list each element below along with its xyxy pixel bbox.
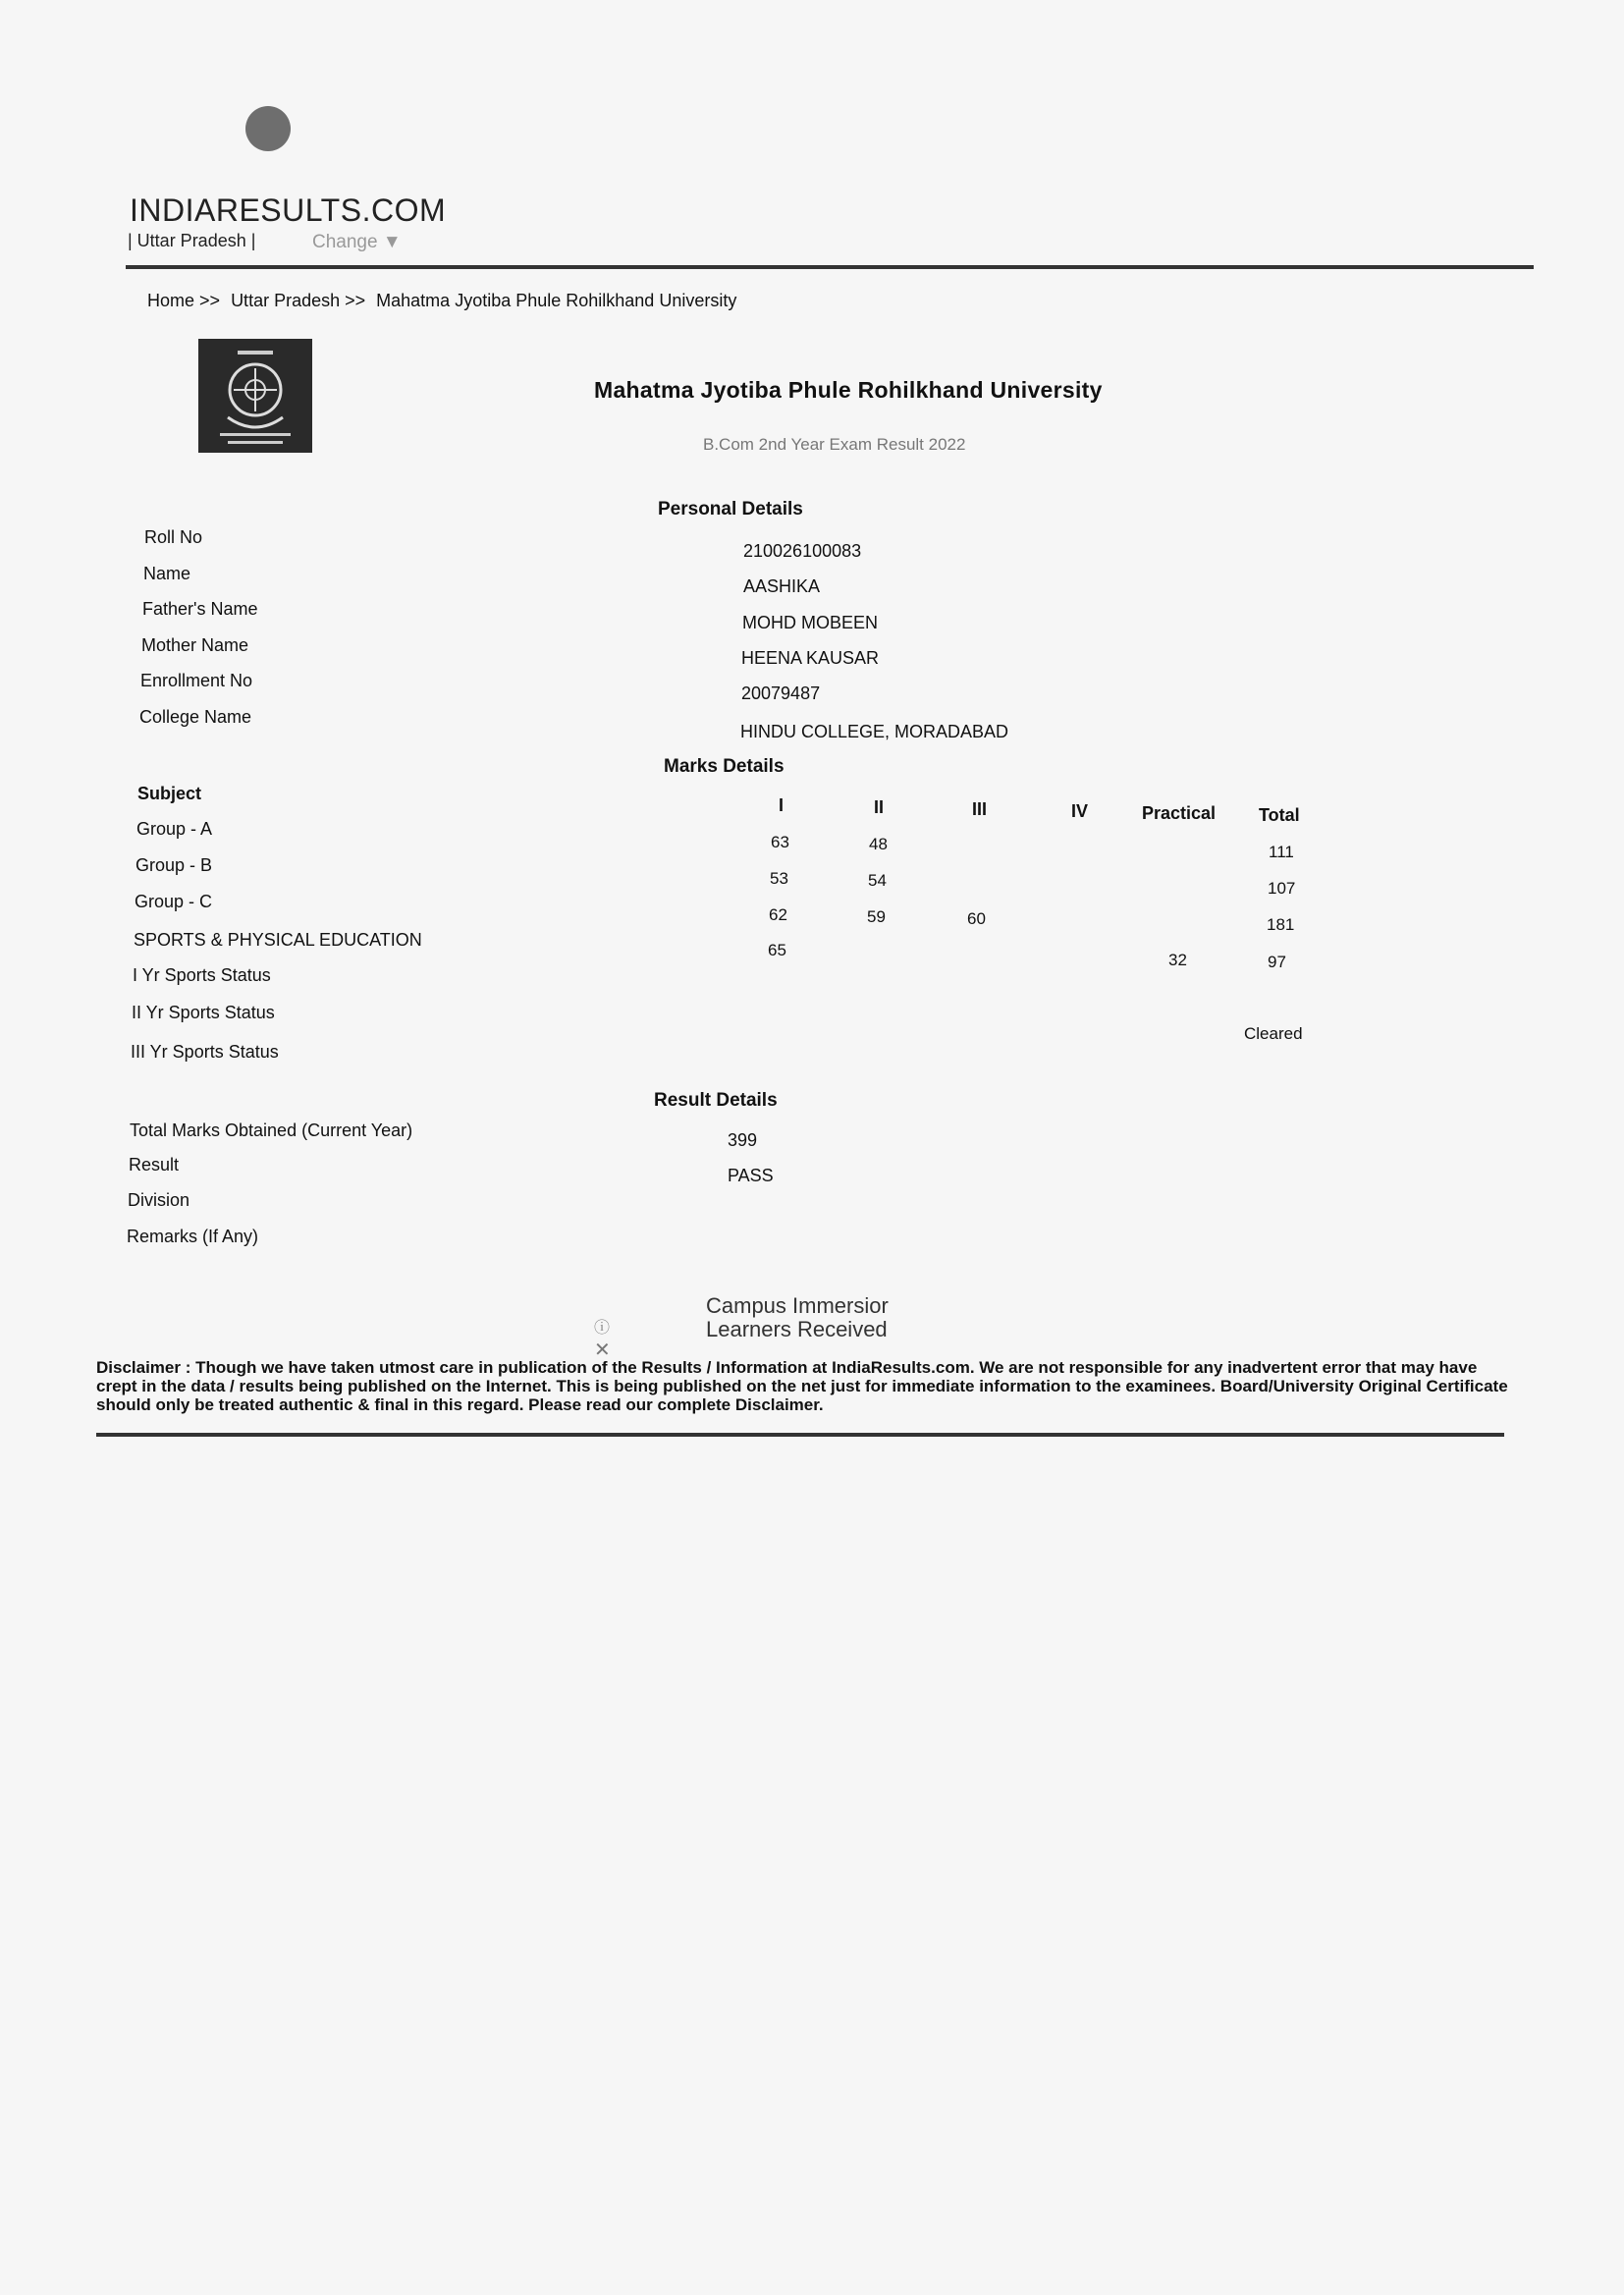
table-cell-i: 63 — [771, 833, 789, 851]
total-marks-value: 399 — [728, 1130, 758, 1150]
table-cell-i: 62 — [769, 905, 787, 924]
table-row-subject: Group - A — [136, 819, 213, 839]
table-row-subject: Group - B — [135, 855, 213, 875]
table-cell-total: 181 — [1267, 915, 1295, 934]
enrollment-no-value: 20079487 — [741, 683, 821, 703]
header-divider — [126, 265, 1534, 269]
table-cell-ii: 48 — [869, 835, 888, 853]
table-cell-ii: 54 — [868, 871, 887, 890]
footer-divider — [96, 1433, 1504, 1437]
personal-details-heading: Personal Details — [658, 499, 803, 519]
ad-banner[interactable] — [706, 1294, 889, 1341]
table-cell-total: 97 — [1268, 953, 1286, 971]
breadcrumb — [147, 291, 742, 311]
marks-details-heading: Marks Details — [664, 756, 785, 777]
column-header-iii: III — [972, 799, 988, 819]
enrollment-no-label: Enrollment No — [140, 671, 253, 690]
column-header-iv: IV — [1071, 801, 1089, 821]
close-icon[interactable]: ✕ — [594, 1339, 611, 1361]
college-name-value: HINDU COLLEGE, MORADABAD — [740, 722, 1009, 741]
name-label: Name — [143, 564, 191, 583]
table-row-subject: III Yr Sports Status — [131, 1042, 279, 1062]
table-cell-i: 65 — [768, 941, 786, 959]
subject-column-header: Subject — [137, 784, 202, 803]
result-value: PASS — [728, 1166, 774, 1185]
division-label: Division — [128, 1190, 190, 1210]
father-name-value: MOHD MOBEEN — [742, 613, 879, 632]
change-state-link[interactable]: Change ▼ — [312, 232, 402, 252]
university-seal-icon — [198, 339, 312, 453]
total-marks-label: Total Marks Obtained (Current Year) — [130, 1120, 413, 1140]
site-brand[interactable]: INDIARESULTS.COM — [130, 192, 447, 228]
ad-line-2: Learners Received — [706, 1317, 888, 1341]
remarks-label: Remarks (If Any) — [127, 1227, 259, 1246]
table-cell-total: 111 — [1269, 843, 1294, 861]
column-header-total: Total — [1259, 805, 1300, 825]
disclaimer-text: Disclaimer : Though we have taken utmost care in publication of the Results / Information at IndiaResults.com. We are not responsible for any inadvertent error that may have crept in the data / results being published on the Internet. This is being published on the net just for immediate information to the examinees. Board/University Original Certificate should only be treated authentic & final in this regard. Please read our complete Disclaimer. — [96, 1358, 1508, 1414]
mother-name-value: HEENA KAUSAR — [741, 648, 880, 668]
mother-name-label: Mother Name — [141, 635, 249, 655]
table-row-subject: SPORTS & PHYSICAL EDUCATION — [134, 930, 422, 950]
table-row-subject: Group - C — [135, 892, 213, 911]
exam-title: B.Com 2nd Year Exam Result 2022 — [703, 435, 966, 454]
breadcrumb-home[interactable]: Home >> — [147, 291, 221, 310]
table-row-subject: I Yr Sports Status — [133, 965, 271, 985]
father-name-label: Father's Name — [142, 599, 258, 619]
result-label: Result — [129, 1155, 180, 1175]
info-icon[interactable]: ⓘ — [594, 1320, 611, 1337]
table-cell-practical: 32 — [1168, 951, 1187, 969]
roll-no-value: 210026100083 — [743, 541, 862, 561]
column-header-ii: II — [874, 797, 885, 817]
column-header-i: I — [779, 795, 785, 815]
table-cell-ii: 59 — [867, 907, 886, 926]
result-details-heading: Result Details — [654, 1090, 778, 1111]
name-value: AASHIKA — [743, 576, 821, 596]
breadcrumb-state[interactable]: Uttar Pradesh >> — [231, 291, 366, 310]
university-name: Mahatma Jyotiba Phule Rohilkhand University — [594, 377, 1103, 403]
site-logo-icon — [245, 106, 291, 151]
roll-no-label: Roll No — [144, 527, 203, 547]
table-cell-iii: 60 — [967, 909, 986, 928]
state-label: | Uttar Pradesh | — [128, 231, 256, 250]
column-header-practical: Practical — [1142, 803, 1217, 823]
table-cell-total: 107 — [1268, 879, 1296, 898]
ad-line-1: Campus Immersior — [706, 1293, 889, 1318]
sports-status-value: Cleared — [1244, 1024, 1303, 1043]
breadcrumb-university[interactable]: Mahatma Jyotiba Phule Rohilkhand University — [376, 291, 737, 310]
college-name-label: College Name — [139, 707, 252, 727]
table-cell-i: 53 — [770, 869, 788, 888]
table-row-subject: II Yr Sports Status — [132, 1003, 275, 1022]
